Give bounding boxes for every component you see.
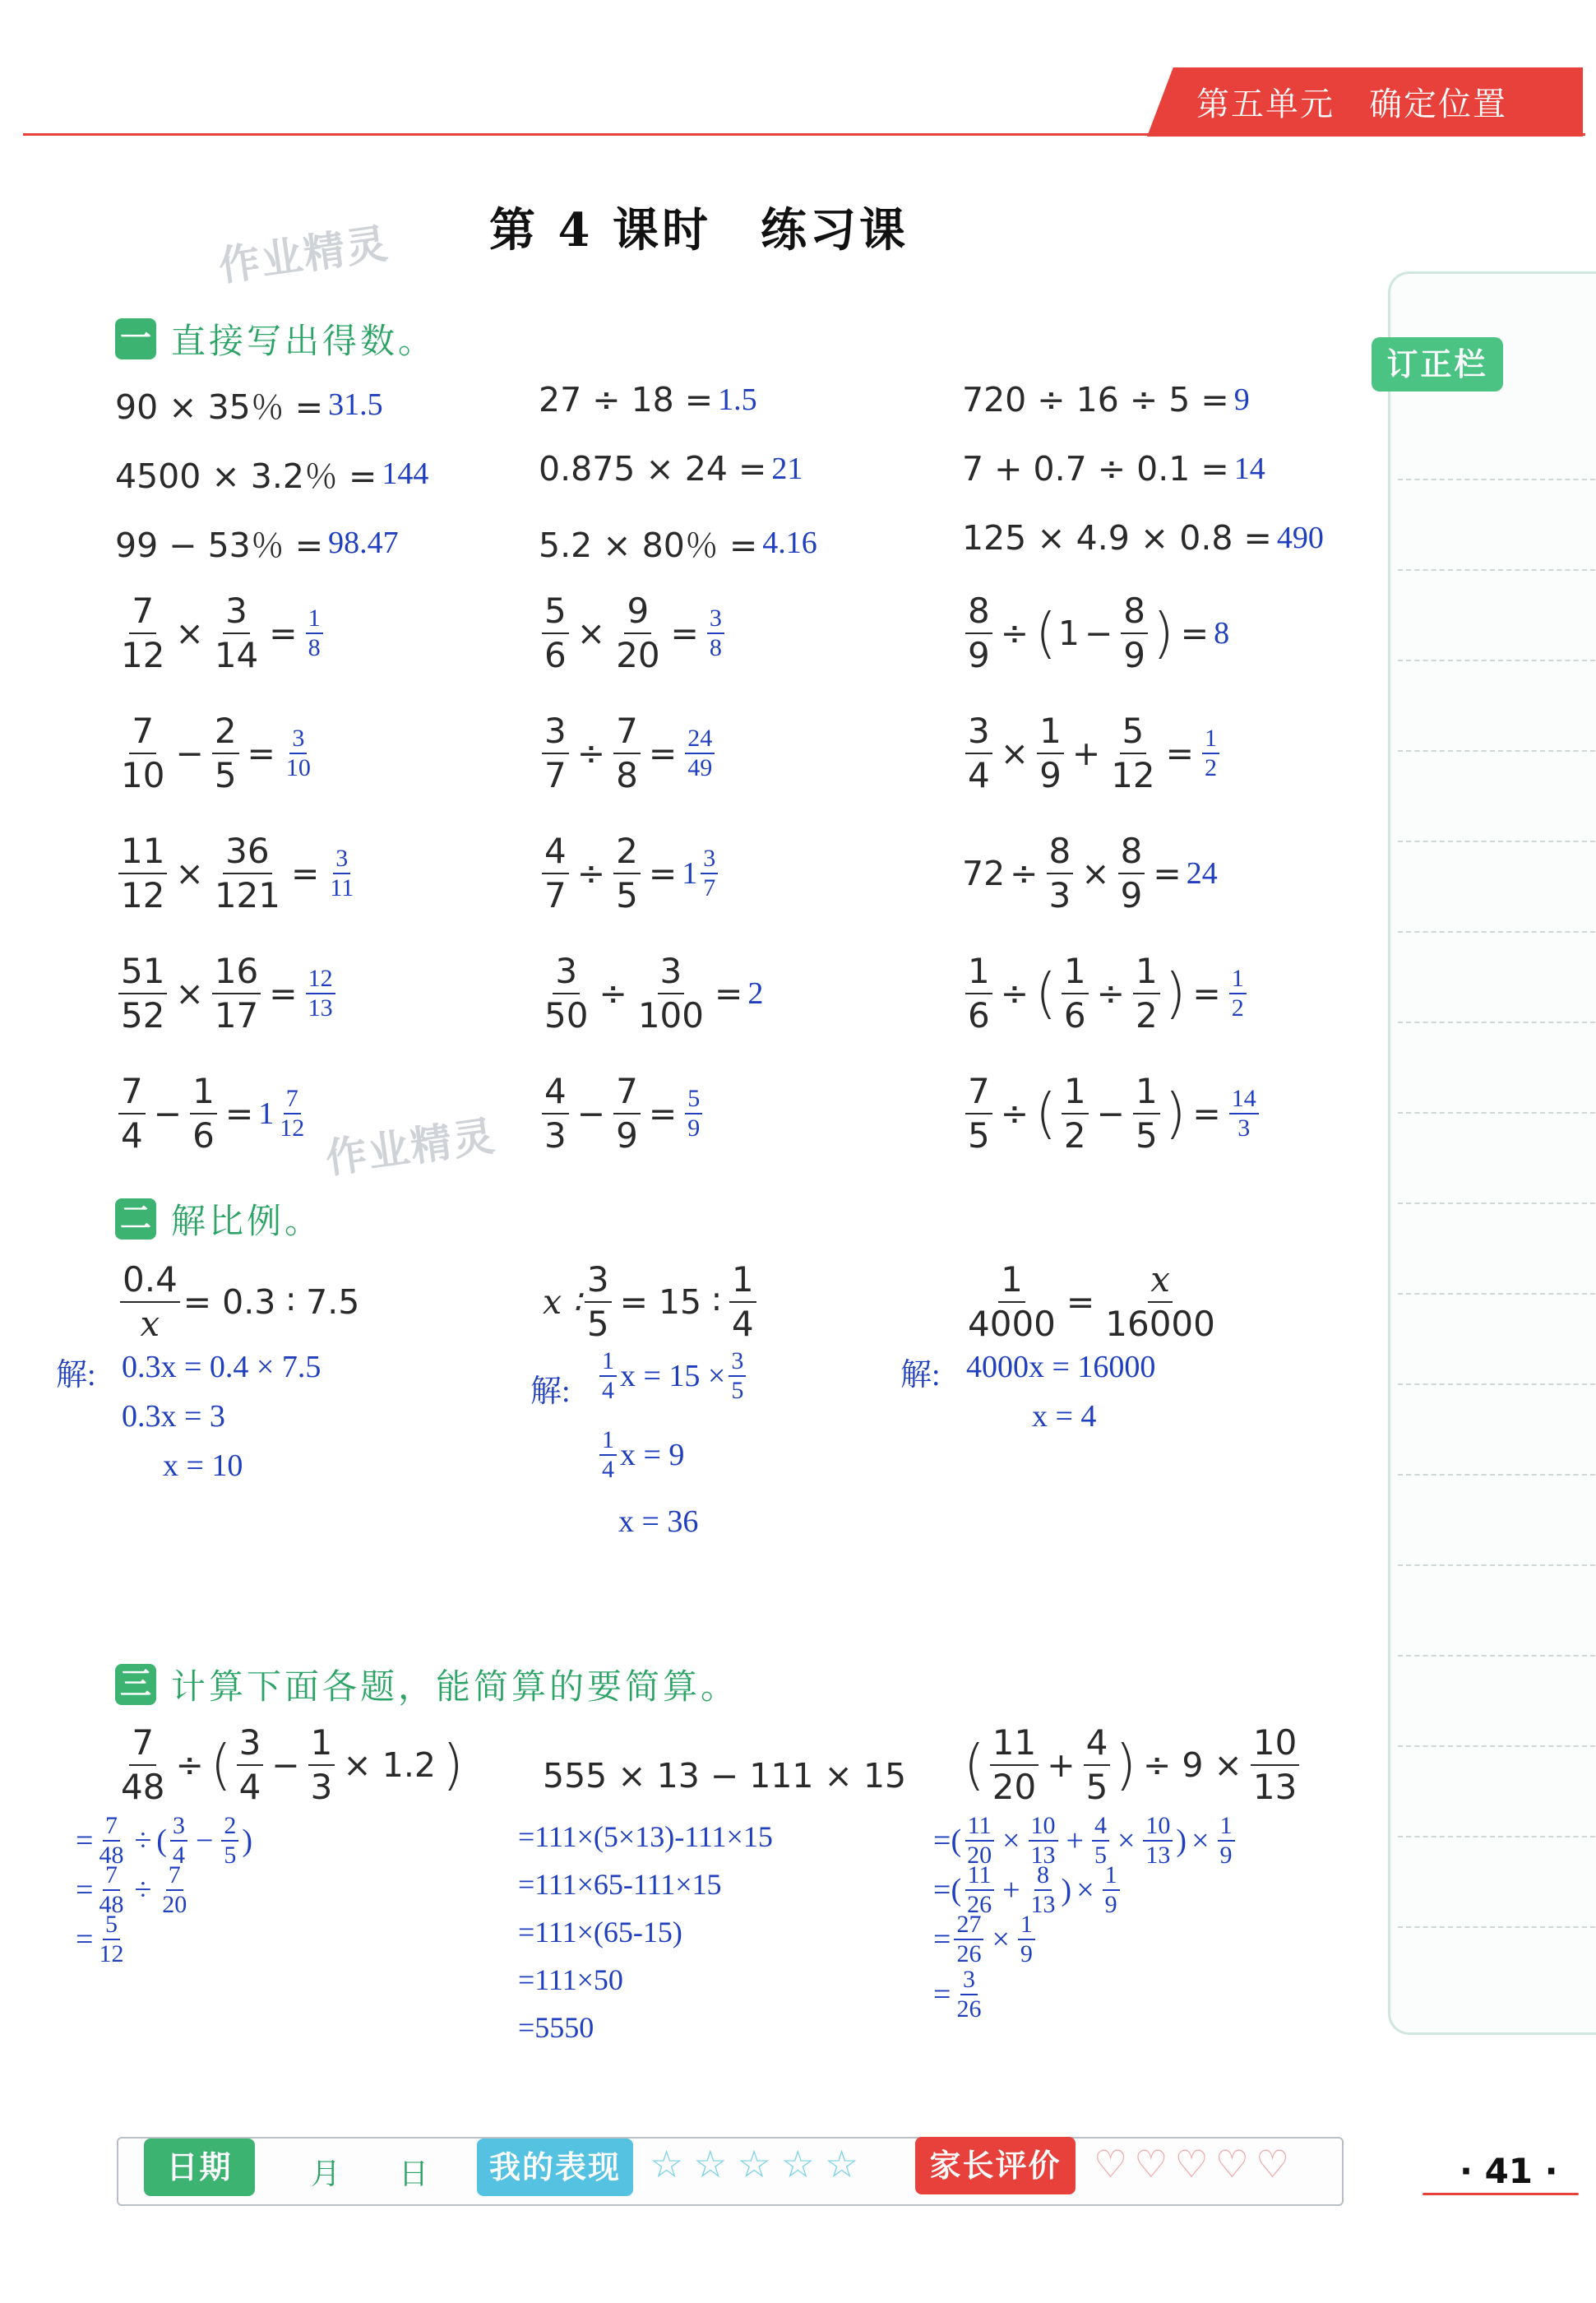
answer: 1.5 bbox=[718, 382, 757, 417]
operator: − bbox=[1096, 1094, 1125, 1133]
question: 4500 × 3.2％ = bbox=[115, 456, 377, 496]
heart-icon[interactable]: ♡ bbox=[1134, 2142, 1168, 2186]
operator: ÷ bbox=[576, 734, 606, 773]
section-header-1 bbox=[115, 314, 436, 364]
paren: ) bbox=[1164, 1082, 1187, 1145]
proportion-1 bbox=[117, 1259, 360, 1344]
fraction: $\frac{1}{3}$ bbox=[308, 1726, 335, 1805]
solution-label: 解: bbox=[900, 1358, 941, 1392]
equals: = bbox=[648, 854, 678, 893]
correction-line bbox=[1398, 1564, 1595, 1566]
fraction: $\frac{3}{26}$ bbox=[956, 1966, 982, 2023]
equals: = bbox=[1192, 1094, 1221, 1133]
calc-step bbox=[933, 1863, 1123, 1917]
operator: × bbox=[1076, 1873, 1094, 1907]
correction-line bbox=[1398, 841, 1595, 842]
section-number: 二 bbox=[115, 1198, 156, 1240]
problem-8-1 bbox=[115, 1071, 310, 1156]
watermark: 作业精灵 bbox=[215, 219, 392, 291]
star-icon[interactable]: ☆ bbox=[650, 2142, 684, 2186]
problem-1-2 bbox=[539, 380, 757, 419]
answer: $\frac{14}{3}$ bbox=[1229, 1087, 1259, 1141]
equals: = bbox=[933, 1922, 951, 1957]
operator: ÷ bbox=[175, 1745, 204, 1785]
equals: = bbox=[933, 1977, 951, 2012]
fraction: $\frac{4}{5}$ bbox=[1092, 1814, 1109, 1868]
question: 720 ÷ 16 ÷ 5 = bbox=[962, 380, 1229, 419]
correction-panel bbox=[1388, 271, 1596, 2035]
calculation-2: 555 × 13 − 111 × 15 bbox=[543, 1756, 907, 1796]
answer: 2 bbox=[747, 976, 764, 1011]
fraction: $\frac{2}{5}$ bbox=[221, 1814, 238, 1868]
calc-step: =111×50 bbox=[518, 1963, 623, 1996]
fraction: $\frac{1}{6}$ bbox=[190, 1074, 217, 1153]
problem-8-3 bbox=[962, 1071, 1262, 1156]
fraction: $\frac{3}{7}$ bbox=[542, 714, 569, 793]
fraction: $\frac{5}{6}$ bbox=[542, 594, 569, 673]
calc-step: =111×(5×13)-111×15 bbox=[518, 1820, 773, 1853]
operator: × bbox=[1117, 1823, 1136, 1858]
fraction: $\frac{11}{26}$ bbox=[965, 1863, 994, 1917]
equals: = bbox=[933, 1873, 951, 1907]
problem-4-1 bbox=[115, 591, 326, 675]
question: 99 − 53％ = bbox=[115, 526, 324, 565]
fraction: $\frac{3}{4}$ bbox=[237, 1726, 264, 1805]
equals: = bbox=[269, 974, 298, 1013]
fraction: $\frac{8}{9}$ bbox=[1121, 594, 1148, 673]
paren: ( bbox=[951, 1823, 962, 1858]
paren: ( bbox=[964, 1733, 985, 1796]
problem-1-1 bbox=[115, 380, 383, 429]
fraction: $\frac{7}{12}$ bbox=[121, 591, 165, 675]
question: 27 ÷ 18 = bbox=[539, 380, 714, 419]
answer: $\frac{24}{49}$ bbox=[685, 726, 715, 781]
correction-line bbox=[1398, 1474, 1595, 1476]
fraction: $\frac{8}{13}$ bbox=[1030, 1861, 1056, 1918]
calc-step bbox=[933, 1967, 987, 2022]
problem-6-2 bbox=[539, 831, 721, 915]
calc-step: =111×(65-15) bbox=[518, 1916, 682, 1949]
fraction: $\frac{8}{3}$ bbox=[1047, 834, 1074, 913]
fraction: $\frac{8}{9}$ bbox=[1118, 834, 1145, 913]
correction-line bbox=[1398, 1836, 1595, 1837]
operator: ÷ bbox=[1000, 1094, 1029, 1133]
page-number-rule bbox=[1423, 2193, 1579, 2195]
equals: = bbox=[648, 734, 678, 773]
fraction: $\frac{1}{9}$ bbox=[1103, 1863, 1120, 1917]
unit-label: 第五单元 bbox=[1196, 86, 1335, 123]
section-title: 解比例。 bbox=[171, 1201, 323, 1241]
answer: $\frac{3}{10}$ bbox=[285, 725, 311, 781]
fraction: $\frac{5}{12}$ bbox=[99, 1911, 124, 1967]
fraction: $\frac{7}{5}$ bbox=[965, 1074, 992, 1153]
fraction: $\frac{16}{17}$ bbox=[212, 954, 261, 1033]
answer: 14 bbox=[1233, 452, 1265, 486]
answer: $\frac{1}{8}$ bbox=[306, 606, 323, 660]
correction-line bbox=[1398, 1383, 1595, 1385]
fraction: $\frac{7}{48}$ bbox=[99, 1812, 124, 1869]
operator: − bbox=[576, 1094, 606, 1133]
question: 0.875 × 24 = bbox=[539, 449, 767, 489]
fraction: $\frac{4}{7}$ bbox=[542, 834, 569, 913]
star-rating[interactable] bbox=[650, 2142, 858, 2186]
fraction: $\frac{7}{20}$ bbox=[162, 1861, 187, 1918]
operator: ÷ bbox=[134, 1823, 152, 1858]
fraction: $\frac{3}{4}$ bbox=[965, 714, 992, 793]
watermark: 作业精灵 bbox=[322, 1111, 499, 1184]
problem-2-2 bbox=[539, 449, 803, 489]
heart-icon[interactable]: ♡ bbox=[1256, 2142, 1290, 2186]
fraction: $\frac{3}{5}$ bbox=[729, 1349, 746, 1403]
section-title: 直接写出得数。 bbox=[171, 321, 437, 361]
question: 90 × 35％ = bbox=[115, 387, 324, 427]
fraction: $\frac{3}{4}$ bbox=[170, 1814, 187, 1868]
solution-line: x = 10 bbox=[163, 1448, 243, 1483]
correction-line bbox=[1398, 1745, 1595, 1747]
fraction: $\frac{0.4}{x}$ bbox=[120, 1263, 180, 1341]
fraction: $\frac{36}{121}$ bbox=[214, 831, 280, 915]
equals: = bbox=[648, 1094, 678, 1133]
fraction: $\frac{1}{9}$ bbox=[1037, 714, 1064, 793]
answer: 490 bbox=[1276, 521, 1324, 555]
correction-line bbox=[1398, 660, 1595, 661]
calculation-3 bbox=[962, 1722, 1302, 1807]
paren: ) bbox=[442, 1733, 464, 1796]
ratio-text: = 15 ∶ bbox=[619, 1282, 721, 1322]
answer: 8 bbox=[1214, 616, 1230, 651]
operator: + bbox=[1047, 1745, 1076, 1785]
fraction: $\frac{8}{9}$ bbox=[965, 594, 992, 673]
expression: x = 9 bbox=[620, 1438, 685, 1472]
equals: = bbox=[1180, 614, 1210, 653]
operator: ÷ bbox=[1000, 614, 1029, 653]
problem-4-2 bbox=[539, 591, 728, 675]
operator: − bbox=[1084, 614, 1113, 653]
correction-line bbox=[1398, 569, 1595, 571]
correction-line bbox=[1398, 479, 1595, 480]
number: 72 bbox=[962, 854, 1006, 893]
calc-step bbox=[933, 1814, 1238, 1868]
answer: $\frac{1}{2}$ bbox=[1229, 966, 1247, 1021]
expression: × 1.2 bbox=[343, 1745, 436, 1785]
solution-line bbox=[596, 1428, 684, 1482]
fraction: $\frac{4}{3}$ bbox=[542, 1074, 569, 1153]
answer: $\frac{12}{13}$ bbox=[306, 966, 335, 1021]
fraction: $\frac{1}{2}$ bbox=[1062, 1074, 1089, 1153]
calc-step: =111×65-111×15 bbox=[518, 1868, 722, 1901]
fraction: $\frac{9}{20}$ bbox=[616, 591, 660, 675]
equals: = bbox=[269, 614, 298, 653]
heart-icon[interactable]: ♡ bbox=[1174, 2142, 1209, 2186]
star-icon[interactable]: ☆ bbox=[737, 2142, 771, 2186]
fraction: $\frac{5}{12}$ bbox=[1111, 711, 1155, 795]
solution-label: 解: bbox=[56, 1358, 96, 1392]
problem-2-3 bbox=[962, 449, 1265, 489]
equals: = bbox=[290, 854, 320, 893]
answer: 4.16 bbox=[762, 525, 817, 560]
answer: 9 bbox=[1233, 382, 1250, 417]
problem-7-2 bbox=[539, 951, 764, 1036]
problem-8-2 bbox=[539, 1071, 705, 1156]
fraction: $\frac{2}{5}$ bbox=[613, 834, 641, 913]
operator: × bbox=[175, 974, 204, 1013]
fraction: $\frac{1}{4}$ bbox=[599, 1349, 617, 1403]
equals: = bbox=[76, 1823, 94, 1858]
paren: ) bbox=[1115, 1733, 1137, 1796]
problem-5-1 bbox=[115, 711, 317, 795]
answer: $\frac{3}{8}$ bbox=[707, 606, 724, 660]
solution-line: 0.3x = 0.4 × 7.5 bbox=[122, 1350, 322, 1384]
equals: = bbox=[670, 614, 699, 653]
operator: × bbox=[1191, 1823, 1210, 1858]
question: 125 × 4.9 × 0.8 = bbox=[962, 518, 1272, 558]
problem-6-1 bbox=[115, 831, 359, 915]
solution-label: 解: bbox=[530, 1374, 571, 1409]
header-rule bbox=[23, 133, 1585, 136]
equals: = bbox=[224, 1094, 254, 1133]
fraction: $\frac{4}{5}$ bbox=[1084, 1726, 1111, 1805]
star-icon[interactable]: ☆ bbox=[825, 2142, 859, 2186]
problem-6-3 bbox=[962, 831, 1218, 915]
day-label[interactable]: 日 bbox=[399, 2157, 429, 2191]
problem-1-3 bbox=[962, 380, 1250, 419]
operator: − bbox=[153, 1094, 183, 1133]
page-title: 第 4 课时 练习课 bbox=[489, 203, 909, 257]
problem-3-2 bbox=[539, 518, 817, 567]
solution-line: x = 36 bbox=[618, 1504, 699, 1539]
section-header-3 bbox=[115, 1660, 738, 1709]
calc-step bbox=[76, 1912, 129, 1967]
calculation-1 bbox=[115, 1722, 465, 1807]
paren: ) bbox=[1061, 1873, 1072, 1907]
fraction: $\frac{3}{100}$ bbox=[637, 951, 704, 1036]
parent-review-label: 家长评价 bbox=[915, 2137, 1076, 2194]
correction-line bbox=[1398, 1112, 1595, 1114]
variable: x ∶ bbox=[543, 1282, 581, 1322]
section-number: 一 bbox=[115, 318, 156, 359]
fraction: $\frac{11}{12}$ bbox=[118, 834, 167, 913]
paren: ( bbox=[156, 1823, 167, 1858]
operator: − bbox=[175, 734, 204, 773]
answer: 98.47 bbox=[328, 525, 399, 560]
paren: ( bbox=[210, 1733, 232, 1796]
fraction: $\frac{1}{5}$ bbox=[1133, 1074, 1160, 1153]
proportion-3 bbox=[962, 1259, 1221, 1344]
problem-3-3 bbox=[962, 518, 1324, 558]
operator: ÷ bbox=[1096, 974, 1125, 1013]
operator: × bbox=[576, 614, 606, 653]
correction-label: 订正栏 bbox=[1372, 337, 1503, 392]
star-icon[interactable]: ☆ bbox=[693, 2142, 728, 2186]
answer: $\frac{5}{9}$ bbox=[685, 1087, 702, 1141]
fraction: $\frac{7}{10}$ bbox=[121, 711, 165, 795]
fraction: $\frac{1}{6}$ bbox=[965, 954, 992, 1033]
operator: × bbox=[1000, 734, 1029, 773]
fraction: $\frac{11}{20}$ bbox=[990, 1726, 1039, 1805]
heart-icon[interactable]: ♡ bbox=[1094, 2142, 1128, 2186]
solution-line: x = 4 bbox=[1032, 1399, 1097, 1434]
operator: ÷ bbox=[576, 854, 606, 893]
calc-step bbox=[933, 1912, 1039, 1967]
section-header-2 bbox=[115, 1194, 322, 1244]
operator: ÷ bbox=[134, 1873, 152, 1907]
operator: × bbox=[1081, 854, 1110, 893]
ratio-text: = 0.3 ∶ 7.5 bbox=[183, 1282, 360, 1322]
fraction: $\frac{10}{13}$ bbox=[1143, 1814, 1173, 1868]
problem-4-3 bbox=[962, 591, 1230, 675]
fraction: $\frac{11}{20}$ bbox=[965, 1814, 994, 1868]
answer: 1 $\frac{7}{12}$ bbox=[258, 1085, 305, 1142]
fraction: $\frac{27}{26}$ bbox=[954, 1912, 983, 1967]
correction-line bbox=[1398, 1022, 1595, 1023]
calc-step: =5550 bbox=[518, 2011, 594, 2044]
section-title: 计算下面各题，能简算的要简算。 bbox=[171, 1666, 739, 1707]
solution-line bbox=[596, 1349, 749, 1403]
answer: 31.5 bbox=[328, 387, 383, 422]
heart-icon[interactable]: ♡ bbox=[1214, 2142, 1249, 2186]
fraction: $\frac{7}{48}$ bbox=[121, 1722, 165, 1807]
operator: × bbox=[175, 614, 204, 653]
fraction: $\frac{1}{4}$ bbox=[599, 1428, 617, 1482]
equals: = bbox=[933, 1823, 951, 1858]
answer: 144 bbox=[382, 456, 429, 491]
performance-label: 我的表现 bbox=[477, 2138, 633, 2196]
operator: × bbox=[175, 854, 204, 893]
problem-7-1 bbox=[115, 951, 339, 1036]
fraction: $\frac{3}{5}$ bbox=[585, 1263, 612, 1341]
operator: ÷ bbox=[1000, 974, 1029, 1013]
correction-line bbox=[1398, 931, 1595, 933]
fraction: $\frac{3}{50}$ bbox=[544, 951, 589, 1036]
fraction: $\frac{1}{4}$ bbox=[729, 1263, 756, 1341]
date-label: 日期 bbox=[144, 2138, 255, 2196]
equals: = bbox=[1066, 1282, 1095, 1322]
calc-step bbox=[76, 1863, 192, 1917]
answer: 21 bbox=[771, 452, 803, 486]
fraction: $\frac{7}{9}$ bbox=[613, 1074, 641, 1153]
fraction: $\frac{1}{9}$ bbox=[1218, 1814, 1235, 1868]
problem-7-3 bbox=[962, 951, 1250, 1036]
operator: + bbox=[1071, 734, 1101, 773]
problem-5-3 bbox=[962, 711, 1223, 795]
equals: = bbox=[76, 1922, 94, 1957]
fraction: $\frac{3}{14}$ bbox=[214, 591, 259, 675]
heart-rating[interactable] bbox=[1094, 2142, 1289, 2186]
expression: x = 15 × bbox=[620, 1359, 726, 1393]
number: 1 bbox=[1057, 614, 1080, 653]
operator: ÷ bbox=[599, 974, 627, 1013]
equals: = bbox=[76, 1873, 94, 1907]
question: 5.2 × 80％ = bbox=[539, 526, 758, 565]
fraction: $\frac{7}{48}$ bbox=[99, 1861, 124, 1918]
fraction: $\frac{1}{2}$ bbox=[1133, 954, 1160, 1033]
fraction: $\frac{7}{8}$ bbox=[613, 714, 641, 793]
answer: $\frac{3}{11}$ bbox=[330, 845, 354, 901]
correction-line bbox=[1398, 750, 1595, 752]
page-number: · 41 · bbox=[1460, 2151, 1558, 2191]
answer: 1 $\frac{3}{7}$ bbox=[682, 846, 721, 901]
correction-line bbox=[1398, 1655, 1595, 1657]
operator: ÷ bbox=[1010, 854, 1039, 893]
month-label[interactable]: 月 bbox=[311, 2157, 341, 2191]
fraction: $\frac{1}{9}$ bbox=[1018, 1912, 1035, 1967]
operator: − bbox=[271, 1745, 300, 1785]
paren: ( bbox=[1035, 1082, 1057, 1145]
equals: = bbox=[247, 734, 275, 773]
equals: = bbox=[1192, 974, 1221, 1013]
paren: ) bbox=[1164, 962, 1187, 1025]
paren: ) bbox=[242, 1823, 253, 1858]
answer: $\frac{1}{2}$ bbox=[1202, 726, 1219, 781]
paren: ( bbox=[951, 1873, 962, 1907]
equals: = bbox=[1165, 734, 1194, 773]
operator: + bbox=[1066, 1823, 1084, 1858]
equals: = bbox=[714, 974, 743, 1013]
solution-line: 4000x = 16000 bbox=[966, 1350, 1156, 1384]
operator: − bbox=[195, 1823, 214, 1858]
expression: ÷ 9 × bbox=[1143, 1745, 1242, 1785]
fraction: $\frac{51}{52}$ bbox=[118, 954, 167, 1033]
fraction: $\frac{10}{13}$ bbox=[1251, 1726, 1299, 1805]
paren: ) bbox=[1176, 1823, 1187, 1858]
section-number: 三 bbox=[115, 1664, 156, 1705]
paren: ) bbox=[1153, 601, 1174, 665]
topic-label: 确定位置 bbox=[1369, 86, 1507, 123]
operator: × bbox=[1002, 1823, 1020, 1858]
problem-5-2 bbox=[539, 711, 718, 795]
question: 7 + 0.7 ÷ 0.1 = bbox=[962, 449, 1229, 489]
unit-title bbox=[1196, 78, 1507, 125]
correction-line bbox=[1398, 1202, 1595, 1204]
problem-3-1 bbox=[115, 518, 399, 567]
calc-step bbox=[76, 1814, 252, 1868]
equals: = bbox=[1153, 854, 1182, 893]
fraction: $\frac{x}{16000}$ bbox=[1105, 1259, 1215, 1344]
correction-line bbox=[1398, 1926, 1595, 1928]
solution-line: 0.3x = 3 bbox=[122, 1399, 225, 1434]
correction-line bbox=[1398, 1293, 1595, 1295]
paren: ( bbox=[1035, 601, 1057, 665]
operator: + bbox=[1002, 1873, 1020, 1907]
fraction: $\frac{1}{6}$ bbox=[1062, 954, 1089, 1033]
proportion-2 bbox=[543, 1259, 760, 1344]
problem-2-1 bbox=[115, 449, 428, 498]
star-icon[interactable]: ☆ bbox=[780, 2142, 815, 2186]
paren: ( bbox=[1035, 962, 1057, 1025]
fraction: $\frac{10}{13}$ bbox=[1029, 1814, 1058, 1868]
fraction: $\frac{1}{4000}$ bbox=[968, 1259, 1056, 1344]
fraction: $\frac{2}{5}$ bbox=[212, 714, 239, 793]
operator: × bbox=[992, 1922, 1010, 1957]
answer: 24 bbox=[1186, 856, 1218, 891]
fraction: $\frac{7}{4}$ bbox=[118, 1074, 146, 1153]
